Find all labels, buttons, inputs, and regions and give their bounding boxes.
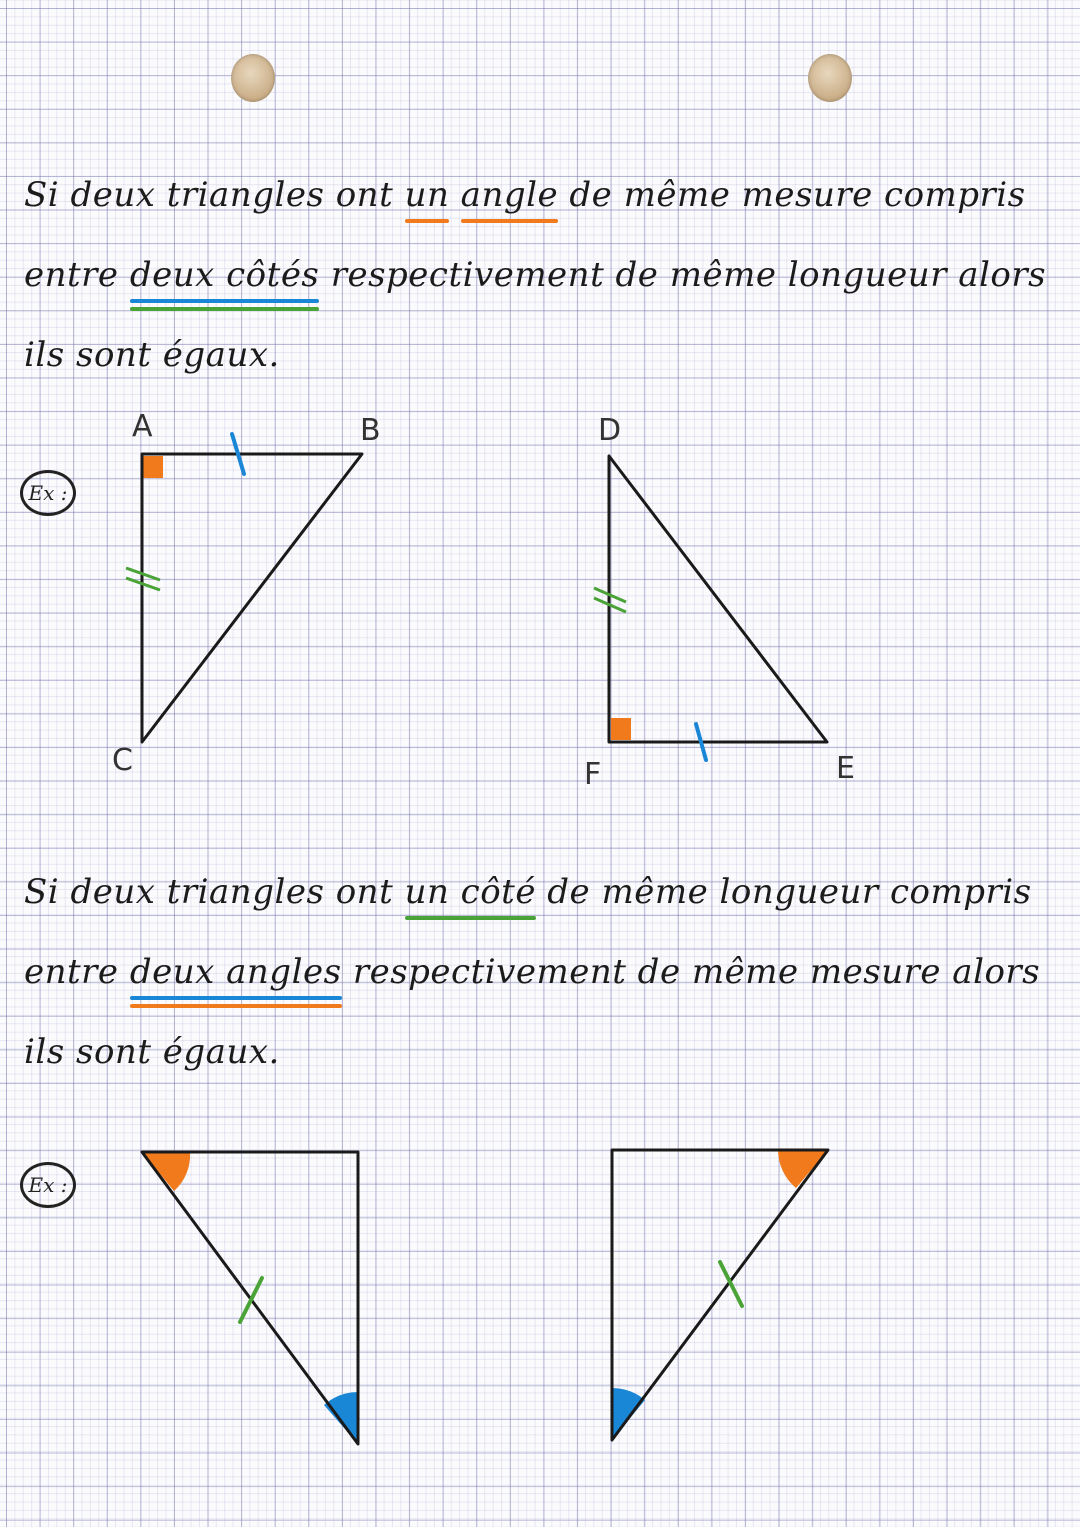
right-angle-mark-a [143, 456, 163, 478]
example-1-badge: Ex : [20, 470, 76, 516]
tick-hypotenuse-green-left [240, 1278, 262, 1322]
vertex-label-c: C [112, 743, 133, 778]
triangle-abc [112, 409, 381, 778]
rule-2-highlight-un-cote: un côté [405, 852, 536, 932]
vertex-label-d: D [598, 413, 622, 448]
triangle-ex2-left [142, 1152, 358, 1444]
triangle-def [584, 413, 855, 792]
rule-2-text-middle: de même longueur compris entre [24, 872, 1032, 992]
rule-1-highlight-angle: angle [461, 155, 558, 235]
vertex-label-e: E [836, 751, 855, 786]
rule-1-highlight-deux-cotes: deux côtés [130, 235, 320, 315]
triangle-ex2-right [612, 1150, 828, 1440]
vertex-label-a: A [132, 409, 153, 444]
vertex-label-b: B [360, 413, 381, 448]
vertex-label-f: F [584, 757, 602, 792]
right-angle-mark-f [611, 718, 631, 740]
rule-1-text-end: respectivement de même longueur alors ils sont égaux. [24, 255, 1047, 375]
rule-1-text-start: Si deux triangles ont [24, 175, 405, 215]
rule-2-text-end: respectivement de même mesure alors ils sont égaux. [24, 952, 1041, 1072]
rule-1-highlight-un: un [405, 155, 450, 235]
rule-1-text-middle: de même mesure compris entre [24, 175, 1026, 295]
example-2-badge: Ex : [20, 1162, 76, 1208]
rule-2-highlight-deux-angles: deux angles [130, 932, 342, 1012]
rule-2-text-start: Si deux triangles ont [24, 872, 405, 912]
